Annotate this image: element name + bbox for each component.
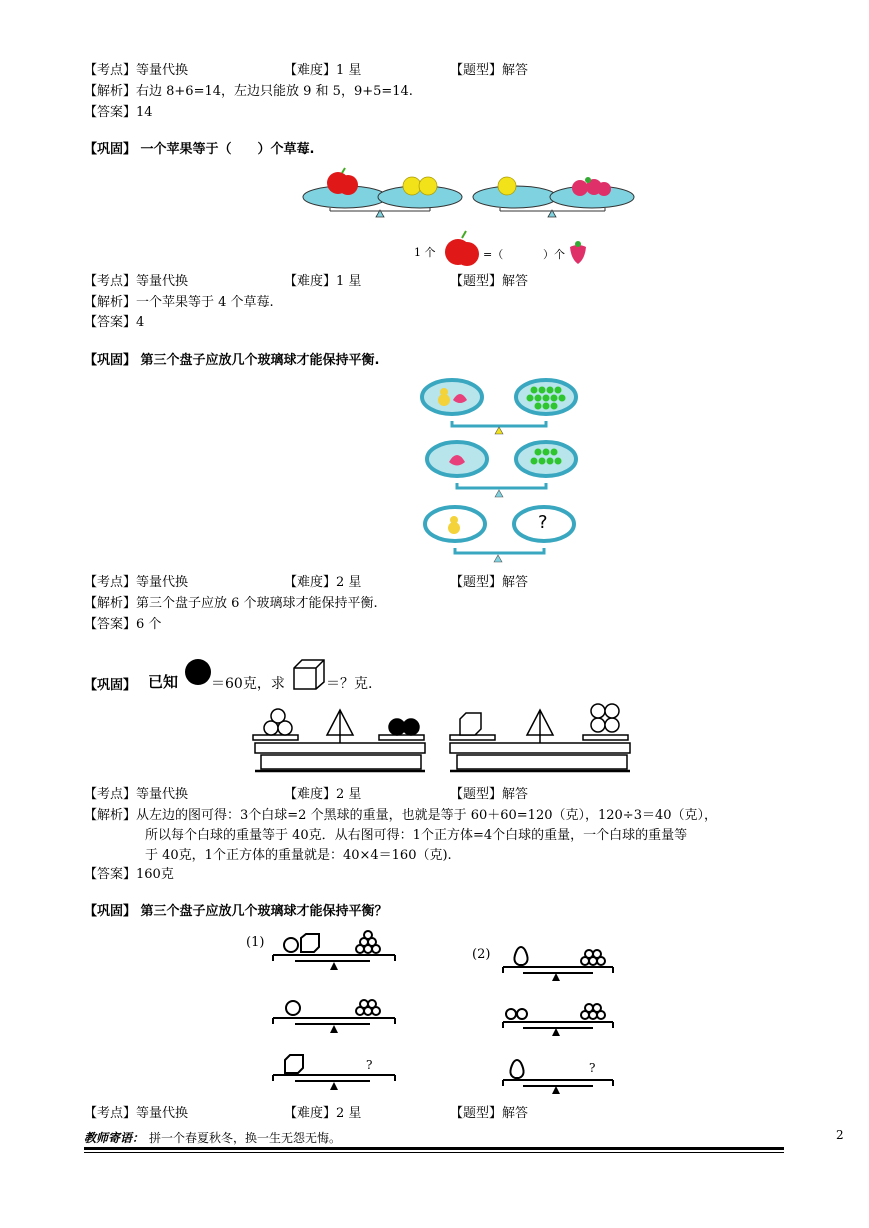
meta-row-3 [84,574,684,592]
meta-row-2 [84,273,684,291]
strawberry-icon [567,239,589,265]
jiexi-4-line3: 于 40克，1个正方体的重量就是：40×4＝160（克). [145,848,452,863]
strawberry-icon [572,177,611,196]
cube-icon [292,658,326,690]
meta-row-1 [84,62,684,80]
footer-text: 拼一个春夏秋冬，换一生无怨无悔。 [149,1131,342,1145]
meta-row-4 [84,786,684,804]
jiexi-1: 【解析】右边 8+6=14，左边只能放 9 和 5，9+5=14. [84,84,413,99]
q5-figure-1 [265,925,400,1105]
tixing: 【题型】解答 [450,787,529,802]
black-ball-icon [184,658,212,686]
q5-question-mark-1: ? [366,1058,373,1072]
lemon-icon [498,177,516,195]
apple-icon [444,228,480,270]
left-balance [303,168,462,217]
right-scale [450,704,630,771]
tixing: 【题型】解答 [450,63,529,78]
q2-balance-figure [300,165,640,225]
daan-3: 【答案】6 个 [84,617,162,632]
q3-balance-figure [420,376,585,566]
daan-2: 【答案】4 [84,315,145,330]
right-balance [473,177,634,217]
jiexi-2: 【解析】一个苹果等于 4 个草莓. [84,295,274,310]
tixing: 【题型】解答 [450,1106,529,1121]
apple-icon [327,168,358,195]
q2-eq-left: 1 个 [414,246,436,259]
daan-1: 【答案】14 [84,105,153,120]
q3-title: 【巩固】 第三个盘子应放几个玻璃球才能保持平衡. [84,353,380,368]
kaodian: 【考点】等量代换 [84,63,189,78]
nandu: 【难度】1 星 [284,274,362,289]
q4-title-known: 已知 [148,673,179,691]
tixing: 【题型】解答 [450,575,529,590]
page-number: 2 [836,1128,844,1142]
kaodian: 【考点】等量代换 [84,274,189,289]
kaodian: 【考点】等量代换 [84,575,189,590]
kaodian: 【考点】等量代换 [84,787,189,802]
jiexi-4-line2: 所以每个白球的重量等于 40克．从右图可得：1个正方体=4个白球的重量，一个白球的重量等 [145,828,688,843]
meta-row-5 [84,1105,684,1123]
q4-title-tag: 【巩固】 [84,678,137,693]
left-scale [253,709,425,771]
q3-question-mark: ? [538,512,548,533]
q5-label-1: (1) [246,935,265,950]
footer-rule-thick [84,1147,784,1150]
q2-eq-right: ）个 [543,248,565,261]
q5-figure-2 [495,940,620,1100]
tixing: 【题型】解答 [450,274,529,289]
nandu: 【难度】1 星 [284,63,362,78]
daan-4: 【答案】160克 [84,867,174,882]
footer-rule-thin [84,1152,784,1153]
q4-title-eq: ＝60克，求 [211,676,285,692]
nandu: 【难度】2 星 [284,575,362,590]
jiexi-4-line1: 【解析】从左边的图可得：3个白球=2 个黑球的重量，也就是等于 60＋60=120（克），120÷3＝40（克）， [84,808,718,823]
q2-eq-middle: =（ [483,248,504,261]
jiexi-3: 【解析】第三个盘子应放 6 个玻璃球才能保持平衡. [84,596,378,611]
q5-label-2: (2) [472,947,491,962]
q4-title-ask: ＝？克. [326,676,373,692]
q2-title: 【巩固】 一个苹果等于（ ）个草莓. [84,142,315,157]
q5-title: 【巩固】 第三个盘子应放几个玻璃球才能保持平衡？ [84,904,388,919]
kaodian: 【考点】等量代换 [84,1106,189,1121]
q4-scales-figure [245,695,635,780]
footer-label: 教师寄语： [84,1131,145,1145]
q5-question-mark-2: ? [589,1061,596,1075]
nandu: 【难度】2 星 [284,1106,362,1121]
nandu: 【难度】2 星 [284,787,362,802]
